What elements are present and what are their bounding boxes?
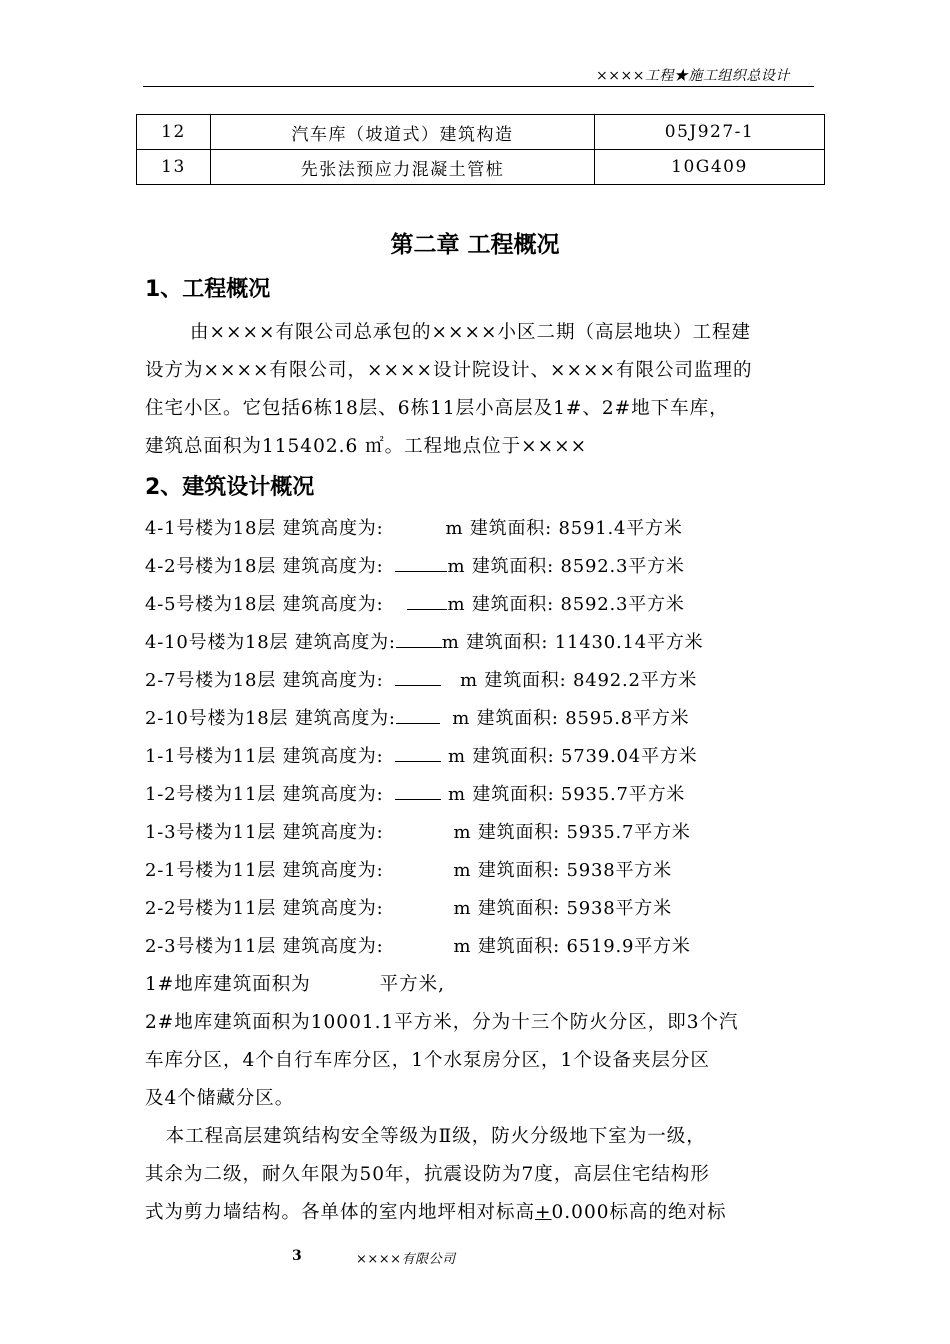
standards-table: [136, 114, 825, 185]
building-line: [145, 742, 697, 768]
building-line: [145, 818, 691, 844]
table-row: [137, 115, 825, 150]
building-line: [145, 666, 697, 692]
table-row: [137, 150, 825, 185]
body-line: 由××××有限公司总承包的××××小区二期（高层地块）工程建: [190, 322, 752, 343]
garage-2-line: 及4个储藏分区。: [145, 1088, 295, 1109]
building-label: 1-1号楼为11层 建筑高度为:: [145, 746, 384, 767]
building-area: m 建筑面积: 5935.7平方米: [453, 822, 691, 843]
building-area: m 建筑面积: 5739.04平方米: [441, 746, 698, 767]
building-label: 2-10号楼为18层 建筑高度为:: [145, 708, 396, 729]
body-text: 0.000标高的绝对标: [551, 1202, 727, 1223]
building-area: m 建筑面积: 8592.3平方米: [447, 556, 685, 577]
section-heading: 2、建筑设计概况: [145, 475, 315, 500]
building-line: [145, 894, 672, 920]
building-label: 1-3号楼为11层 建筑高度为:: [145, 822, 384, 843]
building-area: m 建筑面积: 11430.14平方米: [441, 632, 704, 653]
garage-2-line: 2#地库建筑面积为10001.1平方米，分为十三个防火分区，即3个汽: [145, 1012, 739, 1033]
building-area: m 建筑面积: 5935.7平方米: [441, 784, 686, 805]
body-text: 式为剪力墙结构。各单体的室内地坪相对标高: [145, 1202, 536, 1223]
building-area: m 建筑面积: 5938平方米: [453, 898, 672, 919]
building-label: 2-3号楼为11层 建筑高度为:: [145, 936, 384, 957]
section-heading: 1、工程概况: [145, 277, 271, 302]
building-label: 4-5号楼为18层 建筑高度为:: [145, 594, 384, 615]
height-blank: [407, 595, 447, 610]
page-header-title: ××××工程★施工组织总设计: [596, 68, 790, 84]
garage-2-line: 车库分区，4个自行车库分区，1个水泵房分区，1个设备夹层分区: [145, 1050, 710, 1071]
building-line: [145, 628, 703, 654]
standard-code: 10G409: [595, 150, 825, 185]
building-area: m 建筑面积: 5938平方米: [453, 860, 672, 881]
plus-minus-sign: +: [535, 1202, 552, 1223]
standard-name: 先张法预应力混凝土管桩: [211, 150, 595, 185]
building-label: 2-2号楼为11层 建筑高度为:: [145, 898, 384, 919]
body-line: 本工程高层建筑结构安全等级为Ⅱ级，防火分级地下室为一级，: [145, 1126, 706, 1147]
height-blank: [395, 747, 441, 762]
body-line: 其余为二级，耐久年限为50年，抗震设防为7度，高层住宅结构形: [145, 1164, 710, 1185]
standard-name: 汽车库（坡道式）建筑构造: [211, 115, 595, 150]
row-number: 12: [137, 115, 211, 150]
standard-code: 05J927-1: [595, 115, 825, 150]
building-label: 4-10号楼为18层 建筑高度为:: [145, 632, 396, 653]
building-label: 4-2号楼为18层 建筑高度为:: [145, 556, 384, 577]
building-area: m 建筑面积: 8592.3平方米: [447, 594, 685, 615]
building-line: [145, 514, 683, 540]
building-line: [145, 590, 685, 616]
body-line: 设方为××××有限公司，××××设计院设计、××××有限公司监理的: [145, 360, 753, 381]
footer-company: ××××有限公司: [356, 1252, 456, 1267]
body-line: [145, 1198, 727, 1224]
building-line: [145, 552, 685, 578]
height-blank: [396, 709, 440, 724]
row-number: 13: [137, 150, 211, 185]
building-line: [145, 932, 691, 958]
height-blank: [395, 785, 441, 800]
height-blank: [395, 557, 447, 572]
garage-1-line: 1#地库建筑面积为 平方米,: [145, 974, 445, 995]
building-line: [145, 856, 672, 882]
building-area: m 建筑面积: 8595.8平方米: [445, 708, 690, 729]
building-area: m 建筑面积: 8591.4平方米: [445, 518, 683, 539]
building-label: 2-1号楼为11层 建筑高度为:: [145, 860, 384, 881]
header-rule: [143, 86, 814, 87]
building-label: 1-2号楼为11层 建筑高度为:: [145, 784, 384, 805]
body-line: 建筑总面积为115402.6 ㎡。工程地点位于××××: [145, 436, 588, 457]
height-blank: [395, 671, 441, 686]
chapter-title: 第二章 工程概况: [390, 232, 560, 258]
body-line: 住宅小区。它包括6栋18层、6栋11层小高层及1#、2#地下车库，: [145, 398, 729, 419]
building-area: m 建筑面积: 6519.9平方米: [453, 936, 691, 957]
building-label: 2-7号楼为18层 建筑高度为:: [145, 670, 384, 691]
building-area: m 建筑面积: 8492.2平方米: [453, 670, 698, 691]
building-label: 4-1号楼为18层 建筑高度为:: [145, 518, 384, 539]
building-line: [145, 704, 689, 730]
height-blank: [396, 633, 442, 648]
page-number: 3: [292, 1248, 302, 1264]
building-line: [145, 780, 685, 806]
